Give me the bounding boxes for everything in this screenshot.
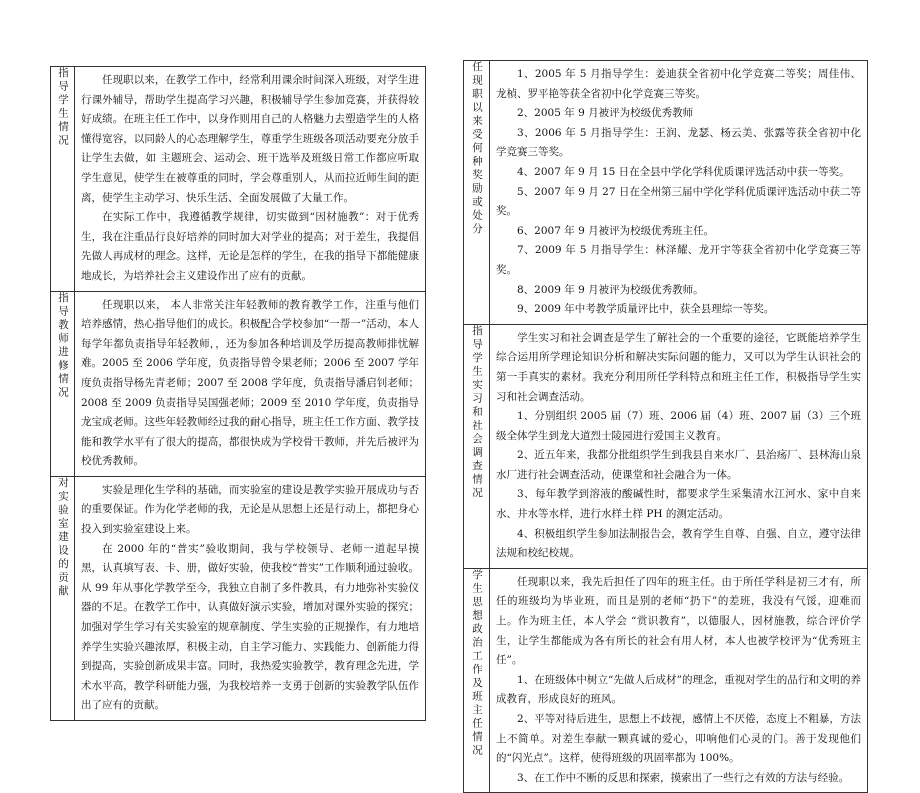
award-item: 5、2007 年 9 月 27 日在全州第三届中学化学科优质课评选活动中获二等奖。 <box>496 185 861 218</box>
guidance-paragraph-1: 任现职以来，在教学工作中，经常利用课余时间深入班级，对学生进行课外辅导，帮助学生提高学习兴趣，积极辅导学生参加竞赛，并获得较好成绩。在班主任工作中，以身作则用自己的人格魅力去塑造学生的人格懂得宽容，以同龄人的心态理解学生，尊重学生班级各项活动要充分放手让学生去做，如 主题班会、运动会、班干选举及班级日常工作都应听取学生意见，使学生在被尊重的同时，学会尊重别人，从而拉近师生间的距离，使学生主动学习、快乐生活、全面发展做了大量工作。 <box>81 74 419 204</box>
practice-content-cell <box>490 324 868 568</box>
award-item: 9、2009 年中考教学质量评比中，获全县理综一等奖。 <box>517 303 775 316</box>
practice-label: 指导学生实习和社会调查情况 <box>471 324 483 501</box>
awards-label-cell <box>464 61 490 325</box>
award-item: 8、2009 年 9 月被评为校级优秀教师。 <box>517 283 704 296</box>
lab-paragraph-2: 在 2000 年的“普实”验收期间，我与学校领导、老师一道起早摸黑，认真填写表、卡、册，做好实验，使我校“普实”工作顺利通过验收。从 99 年从事化学教学至今，我独立自制了多件教具，有力地弥补实验仪器的不足。在教学工作中，认真做好演示实验，增加对课外实验的探究；加强对学生学习有关实验室的规章制度、学生实验的正规操作，有力地培养学生实验兴趣浓厚，积极主动，自主学习能力、实践能力、创新能力得到提高，实验创新成果丰富。同时，我热爱实验教学，教育理念先进，学术水平高，教学科研能力强，为我校培养一支勇于创新的实验教学队伍作出了应有的贡献。 <box>81 542 419 712</box>
lab-content-cell <box>75 476 426 720</box>
practice-label-cell <box>464 324 490 568</box>
guidance-content-cell <box>75 67 426 292</box>
award-item: 3、2006 年 5 月指导学生：王润、龙瑟、杨云美、张露等获全省初中化学竞赛三等奖。 <box>496 126 861 159</box>
awards-content-cell <box>490 61 868 325</box>
practice-item: 1、分别组织 2005 届（7）班、2006 届（4）班、2007 届（3）三个班级全体学生到龙大道烈士陵园进行爱国主义教育。 <box>496 410 861 442</box>
ideology-item: 3、在工作中不断的反思和探索，摸索出了一些行之有效的方法与经验。 <box>517 771 850 784</box>
guidance-label-cell <box>51 67 75 292</box>
practice-item: 2、近五年来，我都分批组织学生到我县自来水厂、县治疡厂、县林海山泉水厂进行社会调查活动，使课堂和社会融合为一体。 <box>496 449 861 481</box>
guidance-label: 指导学生情况 <box>57 67 69 148</box>
lab-label-cell <box>51 476 75 720</box>
practice-intro: 学生实习和社会调查是学生了解社会的一个重要的途径，它既能培养学生综合运用所学理论知识分析和解决实际问题的能力，又可以为学生认识社会的第一手真实的素材。我充分利用所任学科特点和班主任工作，积极指导学生实习和社会调查活动。 <box>496 331 861 403</box>
ideology-item: 1、在班级体中树立“先做人后成材”的理念，重视对学生的品行和文明的养成教育，形成良好的班风。 <box>496 673 861 706</box>
ideology-label: 学生思想政治工作及班主任情况 <box>471 568 483 758</box>
teachers-label: 指导教师进修情况 <box>57 291 69 400</box>
lab-label: 对实验室建设的贡献 <box>57 476 69 599</box>
teachers-paragraph-1: 任现职以来， 本人非常关注年轻教师的教育教学工作，注重与他们培养感情，热心指导他们的成长。积极配合学校参加“一帮一”活动，本人每学年都负责指导年轻教师，，还为参加各种培训及学历提高教师排忧解难。2005 至 2006 学年度，负责指导曾令果老师；2006 至 2007 学年度负责指导杨先青老师；2007 至 2008 学年度，负责指导潘启钊老师；2008 至 2009 负责指导吴国强老师；2009 至 2010 学年度，负责指导龙宝成老师。这些年轻教师经过我的耐心指导，班主任工作方面、教学技能和教学水平有了很大的提高，都很快成为学校骨干教师，并先后被评为校优秀教师。 <box>81 298 419 468</box>
left-form-table <box>50 66 426 721</box>
lab-paragraph-1: 实验是理化生学科的基础，而实验室的建设是教学实验开展成功与否的重要保证。作为化学老师的我，无论是从思想上还是行动上，都把身心投入到实验室建设上来。 <box>81 483 419 536</box>
teachers-content-cell <box>75 291 426 476</box>
teachers-label-cell <box>51 291 75 476</box>
ideology-content-cell <box>490 568 868 793</box>
practice-item: 4、积极组织学生参加法制报告会，教育学生自尊、自强、自立，遵守法律法规和校纪校规。 <box>496 527 861 560</box>
right-form-table <box>463 60 868 793</box>
award-item: 7、2009 年 5 月指导学生：林泽耀、龙开宇等获全省初中化学竞赛三等奖。 <box>496 244 861 276</box>
ideology-label-cell <box>464 568 490 793</box>
ideology-intro: 任现职以来，我先后担任了四年的班主任。由于所任学科是初三才有，所任的班级均为毕业班，而且是别的老师“扔下”的差班，我没有气馁，迎难而上。作为班主任，本人学会 “赏识教育”，以德服人，因材施教，综合评价学生，让学生都能成为各有所长的社会有用人材，本人也被学校评为“优秀班主任”。 <box>496 575 861 667</box>
award-item: 6、2007 年 9 月被评为校级优秀班主任。 <box>517 224 715 237</box>
award-item: 1、2005 年 5 月指导学生：姜迪获全省初中化学竞赛二等奖；周佳伟、龙楨、罗平艳等获全省初中化学竞赛三等奖。 <box>496 68 861 100</box>
award-item: 4、2007 年 9 月 15 日在全县中学化学科优质课评选活动中获一等奖。 <box>517 165 850 178</box>
guidance-paragraph-2: 在实际工作中，我遵循教学规律，切实做到“因材施教”：对于优秀生，我在注重品行良好培养的同时加大对学业的提高；对于差生，我提倡先做人再成材的理念。这样，无论是怎样的学生，在我的指导下都能健康地成长，为培养社会主义建设作出了应有的贡献。 <box>81 211 419 282</box>
ideology-item: 2、平等对待后进生，思想上不歧视，感情上不厌倦，态度上不粗暴，方法上不简单。对差生奉献一颗真诚的爱心，叩响他们心灵的门。善于发现他们的“闪光点”。这样，使得班级的巩固率都为 100%。 <box>496 713 861 765</box>
award-item: 2、2005 年 9 月被评为校级优秀教师 <box>517 107 694 120</box>
practice-item: 3、每年教学到溶液的酸碱性时，都要求学生采集清水江河水、家中自来水、井水等水样，进行水样土样 PH 的测定活动。 <box>496 488 861 521</box>
awards-label: 任现职以来受何种奖励或处分 <box>471 61 483 237</box>
